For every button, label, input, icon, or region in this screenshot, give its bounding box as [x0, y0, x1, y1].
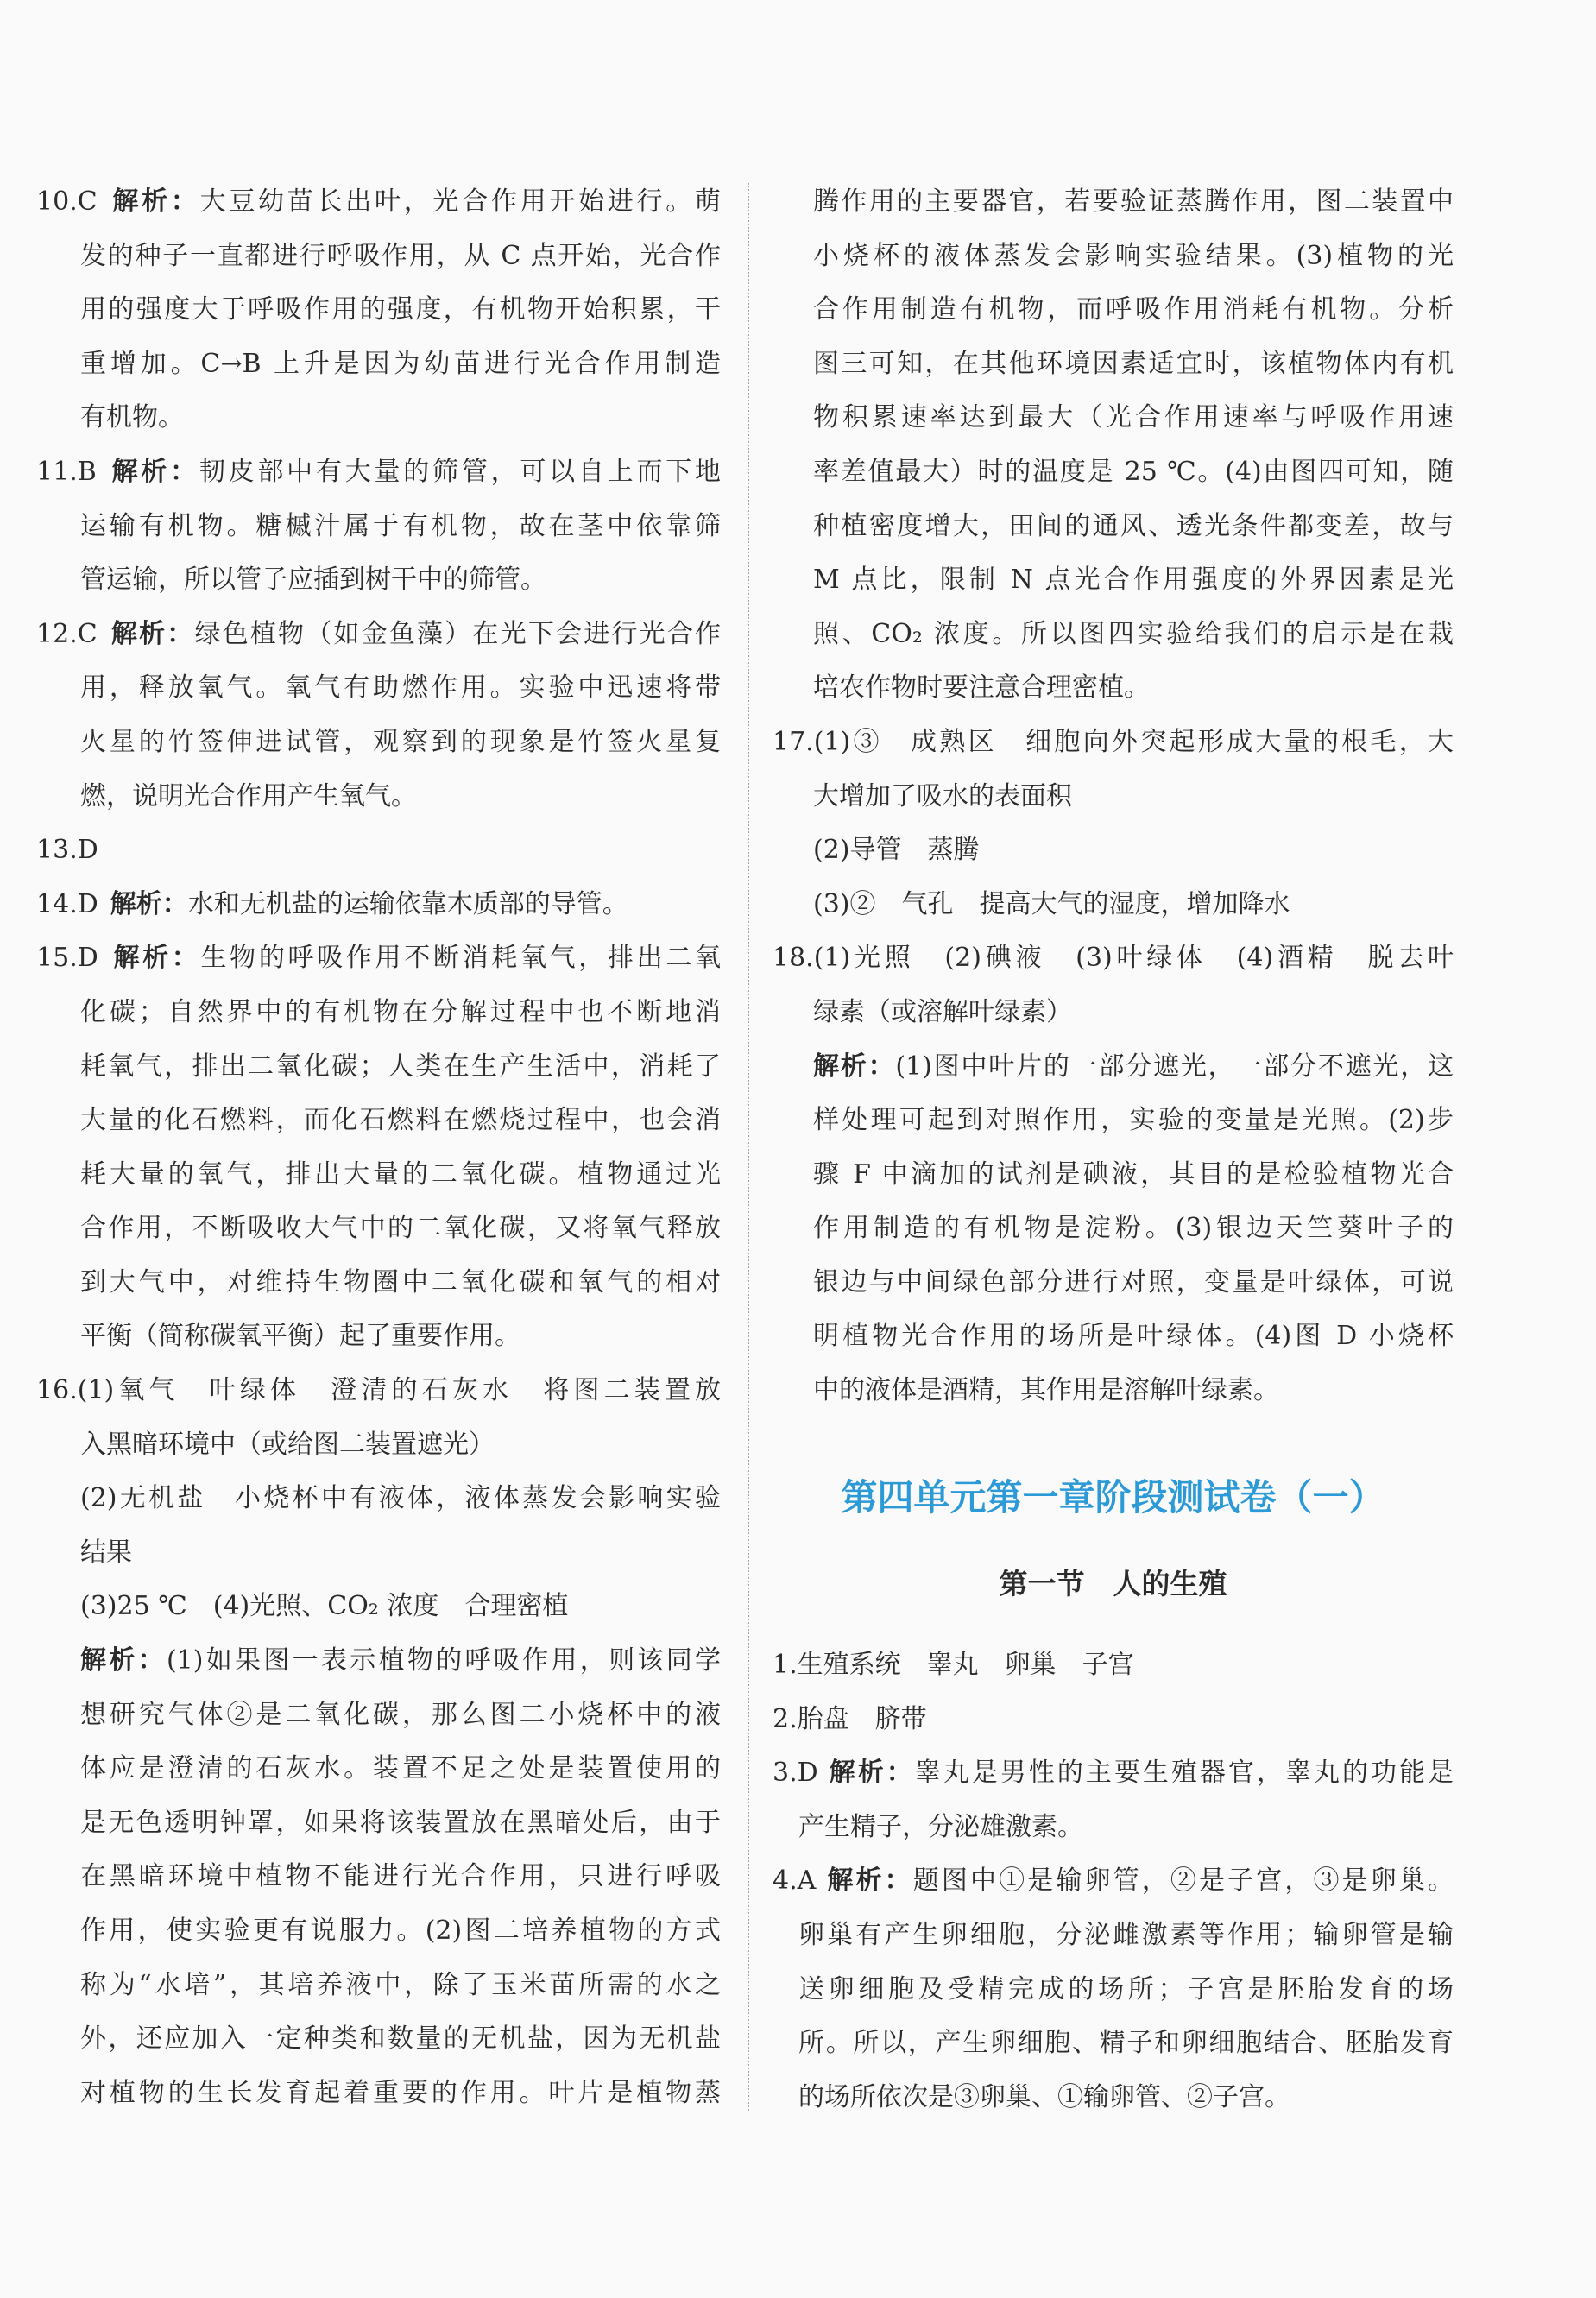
answer-line: 骤 F 中滴加的试剂是碘液，其目的是检验植物光合 — [813, 1158, 1454, 1190]
answer-line: 体应是澄清的石灰水。装置不足之处是装置使用的 — [80, 1753, 721, 1784]
answer-line — [773, 931, 1454, 986]
answer-line: 大量的化石燃料，而化石燃料在燃烧过程中，也会消 — [80, 1105, 721, 1136]
answer-text: 睾丸是男性的主要生殖器官，睾丸的功能是 — [914, 1758, 1454, 1789]
answer-line: 样处理可起到对照作用，实验的变量是光照。(2)步 — [813, 1105, 1454, 1136]
answer-line: 用，释放氧气。氧气有助燃作用。实验中迅速将带 — [80, 672, 721, 704]
section-title: 第四单元第一章阶段测试卷（一） — [841, 1476, 1385, 1518]
answer-text: 水和无机盐的运输依靠木质部的导管。 — [187, 888, 628, 919]
answer-line: 平衡（简称碳氧平衡）起了重要作用。 — [80, 1321, 520, 1352]
answer-line: 合作用，不断吸收大气中的二氧化碳，又将氧气释放 — [80, 1213, 721, 1244]
answer-text: (1)③ 成熟区 细胞向外突起形成大量的根毛，大 — [813, 726, 1454, 757]
question-number: 13.D — [36, 835, 98, 866]
answer-line: 耗大量的氧气，排出大量的二氧化碳。植物通过光 — [80, 1158, 721, 1190]
answer-line: (3)② 气孔 提高大气的湿度，增加降水 — [813, 888, 1290, 919]
question-number: 11.B — [36, 456, 97, 487]
answer-line: 送卵细胞及受精完成的场所；子宫是胚胎发育的场 — [798, 1973, 1454, 2004]
answer-line: 结果 — [80, 1537, 132, 1568]
answer-line: M 点比，限制 N 点光合作用强度的外界因素是光 — [813, 565, 1454, 596]
analysis-label: 解析： — [824, 1866, 913, 1897]
answer-line: 入黑暗环境中（或给图二装置遮光） — [80, 1429, 495, 1460]
analysis-label: 解析： — [108, 456, 199, 487]
answer-line: 产生精子，分泌雄激素。 — [798, 1811, 1083, 1842]
answer-text: 胎盘 脐带 — [797, 1703, 927, 1734]
answer-line — [773, 1693, 1454, 1747]
answer-line: 腾作用的主要器官，若要验证蒸腾作用，图二装置中 — [813, 186, 1454, 217]
answer-line: 图三可知，在其他环境因素适宜时，该植物体内有机 — [813, 348, 1454, 379]
answer-line — [36, 824, 721, 878]
analysis-label: 解析： — [110, 888, 188, 919]
answer-line: (2)无机盐 小烧杯中有液体，液体蒸发会影响实验 — [80, 1483, 721, 1514]
question-number: 10.C — [36, 186, 98, 217]
answer-line: (2)导管 蒸腾 — [813, 835, 980, 866]
answer-line: 卵巢有产生卵细胞，分泌雌激素等作用；输卵管是输 — [798, 1919, 1454, 1950]
answer-line — [36, 175, 721, 230]
analysis-label: 解析： — [109, 186, 200, 217]
answer-line: 称为“水培”，其培养液中，除了玉米苗所需的水之 — [80, 1969, 721, 2000]
answer-line: 照、CO₂ 浓度。所以图四实验给我们的启示是在栽 — [813, 618, 1454, 649]
answer-line: 所。所以，产生卵细胞、精子和卵细胞结合、胚胎发育 — [798, 2028, 1454, 2059]
answer-text: (1)图中叶片的一部分遮光，一部分不遮光，这 — [895, 1051, 1454, 1082]
answer-line: 是无色透明钟罩，如果将该装置放在黑暗处后，由于 — [80, 1807, 721, 1838]
answer-line: 绿素（或溶解叶绿素） — [813, 996, 1072, 1027]
answer-text: (1)如果图一表示植物的呼吸作用，则该同学 — [166, 1645, 721, 1676]
section-subtitle: 第一节 人的生殖 — [999, 1567, 1227, 1600]
answer-line — [773, 1638, 1454, 1693]
answer-line: 合作用制造有机物，而呼吸作用消耗有机物。分析 — [813, 294, 1454, 325]
analysis-label: 解析： — [80, 1645, 167, 1676]
answer-line: 燃，说明光合作用产生氧气。 — [80, 780, 417, 811]
answer-line — [36, 1364, 721, 1418]
question-number: 16. — [36, 1375, 78, 1406]
analysis-label: 解析： — [826, 1758, 915, 1789]
answer-text: 绿色植物（如金鱼藻）在光下会进行光合作 — [194, 618, 721, 649]
answer-line: 火星的竹签伸进试管，观察到的现象是竹签火星复 — [80, 726, 721, 757]
answer-line: 有机物。 — [80, 402, 184, 433]
answer-line — [773, 1746, 1454, 1801]
section-answers — [773, 1638, 1454, 2124]
analysis-label: 解析： — [813, 1051, 896, 1082]
answer-line: 管运输，所以管子应插到树干中的筛管。 — [80, 565, 546, 596]
question-number: 12.C — [36, 618, 98, 649]
answer-text: (1)光照 (2)碘液 (3)叶绿体 (4)酒精 脱去叶 — [813, 943, 1454, 974]
answer-line — [36, 931, 721, 986]
answer-line: 银边与中间绿色部分进行对照，变量是叶绿体，可说 — [813, 1266, 1454, 1297]
answer-line: 对植物的生长发育起着重要的作用。叶片是植物蒸 — [80, 2077, 721, 2108]
answer-line: 的场所依次是③卵巢、①输卵管、②子宫。 — [798, 2081, 1290, 2112]
answer-line: 想研究气体②是二氧化碳，那么图二小烧杯中的液 — [80, 1699, 721, 1730]
question-number: 18. — [773, 943, 814, 974]
question-number: 1. — [773, 1650, 798, 1680]
answer-text: 题图中①是输卵管，②是子宫，③是卵巢。 — [912, 1866, 1454, 1897]
answer-line: 大增加了吸水的表面积 — [813, 780, 1072, 811]
right-column — [773, 175, 1454, 1418]
analysis-label: 解析： — [109, 618, 195, 649]
answer-line: 率差值最大）时的温度是 25 ℃。(4)由图四可知，随 — [813, 456, 1454, 487]
answer-line: (3)25 ℃ (4)光照、CO₂ 浓度 合理密植 — [80, 1591, 569, 1622]
question-number: 3.D — [773, 1758, 818, 1789]
answer-line: 用的强度大于呼吸作用的强度，有机物开始积累，干 — [80, 294, 721, 325]
analysis-label: 解析： — [110, 943, 201, 974]
answer-text: 生殖系统 睾丸 卵巢 子宫 — [797, 1650, 1134, 1680]
answer-line: 种植密度增大，田间的通风、透光条件都变差，故与 — [813, 510, 1454, 541]
question-number: 14.D — [36, 888, 98, 919]
answer-line: 小烧杯的液体蒸发会影响实验结果。(3)植物的光 — [813, 240, 1454, 271]
answer-text: 韧皮部中有大量的筛管，可以自上而下地 — [199, 456, 721, 487]
answer-line — [36, 1634, 721, 1689]
answer-line: 外，还应加入一定种类和数量的无机盐，因为无机盐 — [80, 2023, 721, 2055]
answer-text: (1)氧气 叶绿体 澄清的石灰水 将图二装置放 — [77, 1375, 721, 1406]
answer-text: 大豆幼苗长出叶，光合作用开始进行。萌 — [199, 186, 721, 217]
answer-line: 耗氧气，排出二氧化碳；人类在生产生活中，消耗了 — [80, 1051, 721, 1082]
answer-line: 发的种子一直都进行呼吸作用，从 C 点开始，光合作 — [80, 240, 721, 271]
answer-line: 作用制造的有机物是淀粉。(3)银边天竺葵叶子的 — [813, 1213, 1454, 1244]
answer-line: 重增加。C→B 上升是因为幼苗进行光合作用制造 — [80, 348, 721, 379]
answer-line — [36, 608, 721, 662]
answer-line: 物积累速率达到最大（光合作用速率与呼吸作用速 — [813, 402, 1454, 433]
answer-line — [36, 445, 721, 500]
answer-line: 培农作物时要注意合理密植。 — [813, 672, 1150, 704]
answer-line: 运输有机物。糖槭汁属于有机物，故在茎中依靠筛 — [80, 510, 721, 541]
answer-line: 作用，使实验更有说服力。(2)图二培养植物的方式 — [80, 1916, 721, 1946]
answer-line: 明植物光合作用的场所是叶绿体。(4)图 D 小烧杯 — [813, 1321, 1454, 1352]
question-number: 2. — [773, 1703, 798, 1734]
question-number: 4.A — [773, 1866, 817, 1897]
question-number: 15.D — [36, 943, 98, 974]
answer-line — [36, 878, 721, 932]
answer-text: 生物的呼吸作用不断消耗氧气，排出二氧 — [200, 943, 721, 974]
answer-line — [773, 716, 1454, 770]
question-number: 17. — [773, 726, 814, 757]
left-column — [36, 175, 721, 2120]
answer-line: 到大气中，对维持生物圈中二氧化碳和氧气的相对 — [80, 1266, 721, 1297]
answer-line: 中的液体是酒精，其作用是溶解叶绿素。 — [813, 1375, 1279, 1406]
answer-line: 化碳；自然界中的有机物在分解过程中也不断地消 — [80, 996, 721, 1027]
answer-line — [773, 1854, 1454, 1909]
column-divider — [748, 183, 749, 2111]
answer-line — [773, 1040, 1454, 1095]
answer-line: 在黑暗环境中植物不能进行光合作用，只进行呼吸 — [80, 1861, 721, 1892]
